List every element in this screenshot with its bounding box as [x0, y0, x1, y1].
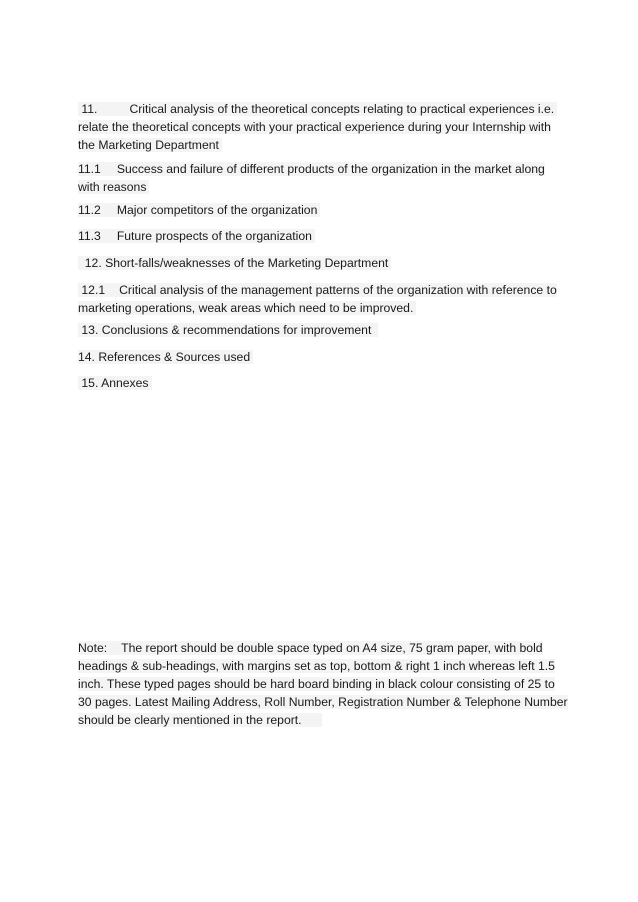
item-11-1 [78, 160, 568, 196]
note-paragraph [78, 639, 568, 729]
item-text: Future prospects of the organization [116, 229, 312, 243]
item-text-continuation: relate the theoretical concepts with your practical experience during your Internship with the Marketing Department [78, 120, 551, 152]
item-11 [78, 100, 568, 154]
item-12 [78, 254, 568, 272]
item-13 [78, 321, 568, 339]
item-11-3 [78, 227, 568, 245]
item-text: Annexes [101, 376, 149, 390]
item-text: Critical analysis of the management patterns of the organization with reference to marketing operations, weak areas which need to be improved. [78, 283, 557, 315]
item-text: Major competitors of the organization [116, 203, 318, 217]
item-text: References & Sources used [98, 350, 251, 364]
item-number: 12. [84, 256, 102, 270]
item-12-1 [78, 281, 568, 317]
item-number: 11.1 [78, 162, 101, 176]
item-number: 11. [81, 102, 98, 116]
item-15 [78, 374, 568, 392]
item-text: Short-falls/weaknesses of the Marketing Department [105, 256, 389, 270]
item-14 [78, 348, 568, 366]
item-number: 15. [81, 376, 99, 390]
item-number: 14. [78, 350, 95, 364]
item-text: Conclusions & recommendations for improvement [101, 323, 372, 337]
note-text: The report should be double space typed on A4 size, 75 gram paper, with bold headings & sub-headings, with margins set as top, bottom & right 1 inch whereas left 1.5 inch. These typed pages should be hard board binding in black colour consisting of 25 to 30 pages. Latest Mailing Address, Roll Number, Registration Number & Telephone Number should be clearly mentioned in the report. [78, 641, 568, 727]
item-number: 11.2 [78, 203, 101, 217]
item-text: Success and failure of different products of the organization in the market along with reasons [78, 162, 545, 194]
item-number: 12.1 [81, 283, 106, 297]
note-label: Note: [78, 641, 108, 655]
item-number: 13. [81, 323, 99, 337]
item-text: Critical analysis of the theoretical concepts relating to practical experiences i.e. [129, 102, 555, 116]
item-11-2 [78, 201, 568, 219]
item-number: 11.3 [78, 229, 101, 243]
